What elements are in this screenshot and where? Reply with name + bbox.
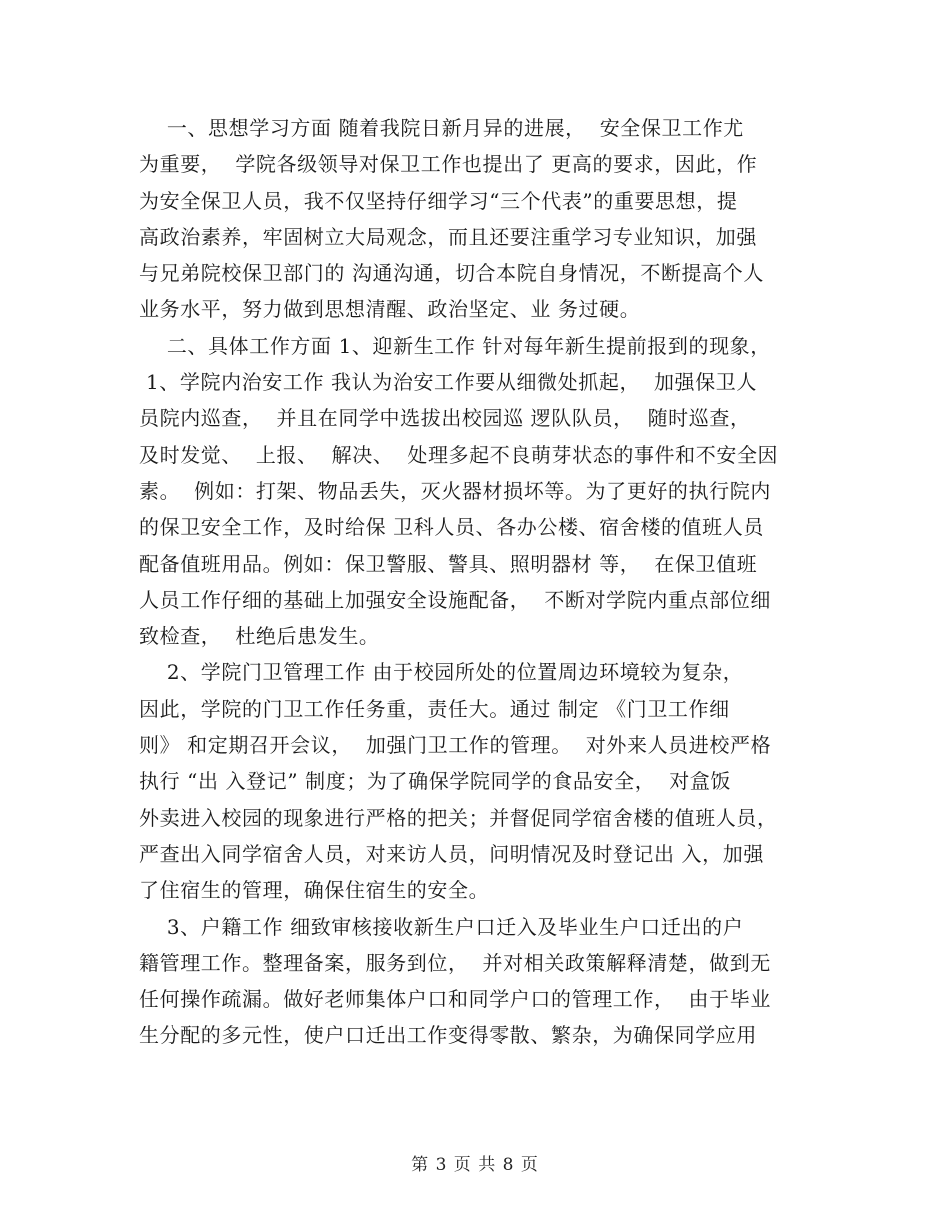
text-line: 一、思想学习方面 随着我院日新月异的进展， 安全保卫工作尤: [139, 116, 744, 140]
text-line: 为安全保卫人员，我不仅坚持仔细学习“三个代表”的重要思想，提: [139, 188, 738, 213]
text-line: 及时发觉、 上报、 解决、 处理多起不良萌芽状态的事件和不安全因: [139, 442, 779, 467]
text-line: 与兄弟院校保卫部门的 沟通沟通，切合本院自身情况，不断提高个人: [139, 261, 764, 286]
text-line: 的保卫安全工作，及时给保 卫科人员、各办公楼、宿舍楼的值班人员: [139, 515, 764, 540]
text-line: 2、学院门卫管理工作 由于校园所处的位置周边环境较为复杂，: [139, 660, 744, 685]
text-line: 则》 和定期召开会议， 加强门卫工作的管理。 对外来人员进校严格: [139, 733, 772, 758]
text-line: 籍管理工作。整理备案，服务到位， 并对相关政策解释清楚，做到无: [139, 950, 771, 975]
text-line: 高政治素养，牢固树立大局观念，而且还要注重学习专业知识，加强: [139, 224, 757, 249]
text-line: 致检查， 杜绝后患发生。: [139, 624, 380, 649]
text-line: 严查出入同学宿舍人员，对来访人员，问明情况及时登记出 入，加强: [139, 841, 764, 866]
text-line: 人员工作仔细的基础上加强安全设施配备， 不断对学院内重点部位细: [139, 587, 771, 612]
text-line: 员院内巡查， 并且在同学中选拔出校园巡 逻队队员， 随时巡查，: [139, 406, 751, 431]
text-line: 外卖进入校园的现象进行严格的把关；并督促同学宿舍楼的值班人员，: [139, 805, 778, 830]
text-line: 素。 例如：打架、物品丢失，灭火器材损坏等。为了更好的执行院内: [139, 478, 771, 503]
text-line: 任何操作疏漏。做好老师集体户口和同学户口的管理工作， 由于毕业: [139, 987, 771, 1012]
document-body: [139, 110, 819, 1054]
text-line: 二、具体工作方面 1、迎新生工作 针对每年新生提前报到的现象，: [139, 333, 771, 358]
text-line: 因此，学院的门卫工作任务重，责任大。通过 制定 《门卫工作细: [139, 696, 730, 721]
text-line: 为重要， 学院各级领导对保卫工作也提出了 更高的要求，因此，作: [139, 152, 758, 177]
text-line: 生分配的多元性，使户口迁出工作变得零散、繁杂，为确保同学应用: [139, 1023, 757, 1048]
text-line: 业务水平，努力做到思想清醒、政治坚定、业 务过硬。: [139, 297, 641, 322]
text-line: 了住宿生的管理，确保住宿生的安全。: [139, 878, 490, 903]
text-line: 1、学院内治安工作 我认为治安工作要从细微处抓起， 加强保卫人: [139, 370, 757, 395]
text-line: 执行 “出 入登记” 制度；为了确保学院同学的食品安全， 对盒饭: [139, 769, 732, 794]
page-number-footer: 第 3 页 共 8 页: [411, 1155, 539, 1175]
text-line: 配备值班用品。例如：保卫警服、警具、照明器材 等， 在保卫值班: [139, 551, 758, 576]
text-line: 3、户籍工作 细致审核接收新生户口迁入及毕业生户口迁出的户: [139, 914, 744, 939]
